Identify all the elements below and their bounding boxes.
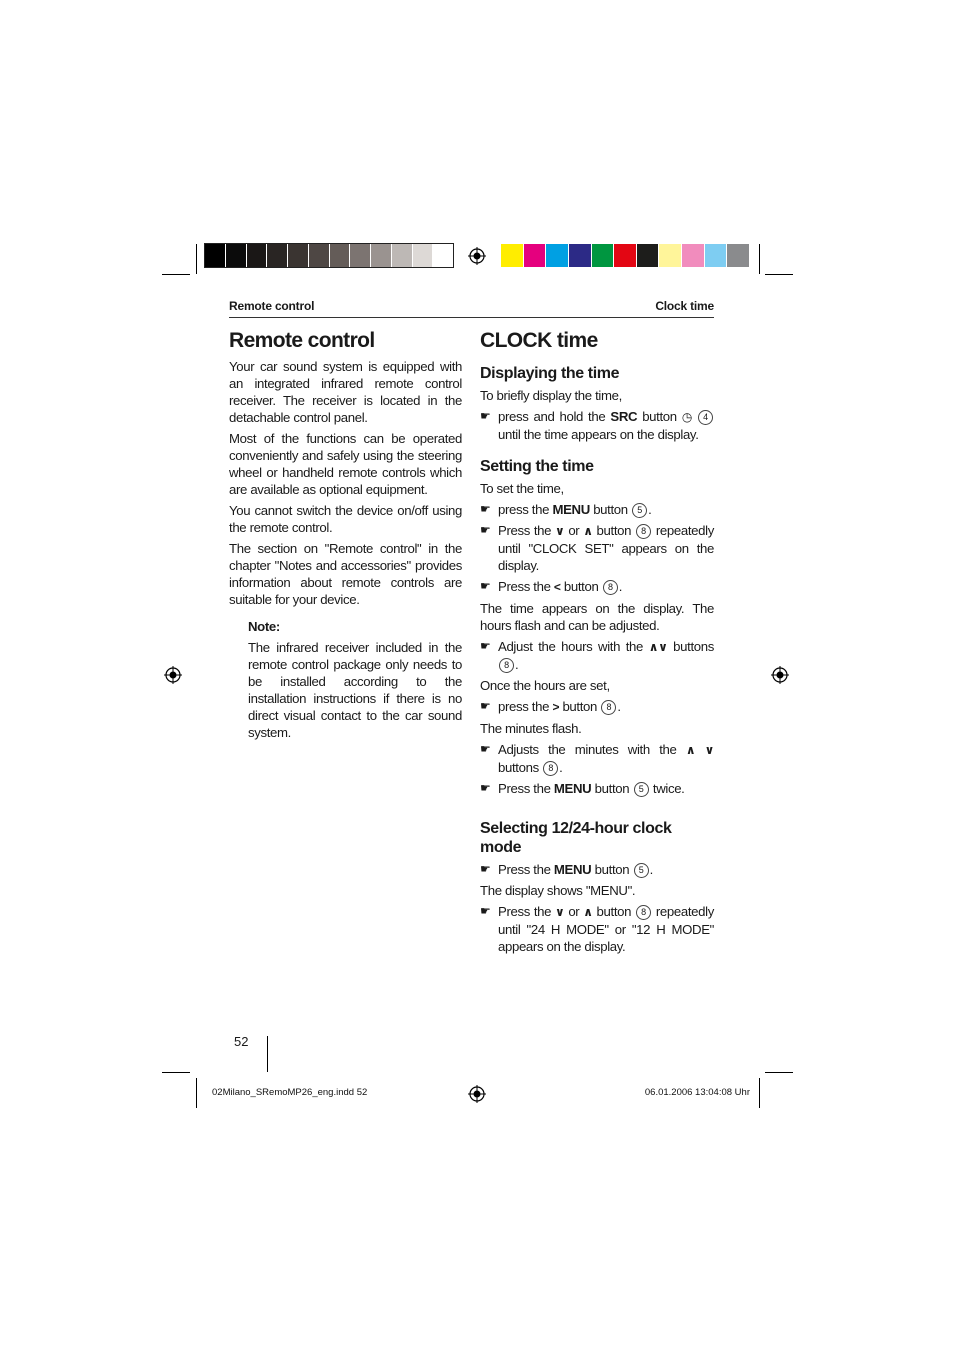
color-swatch bbox=[705, 244, 727, 267]
instruction-step: ☛ Press the ∨ or ∧ button 8 repeatedly until "CLOCK SET" appears on the display. bbox=[480, 523, 714, 573]
chevron-up-icon: ∧ bbox=[648, 640, 659, 654]
instruction-step: ☛ press and hold the SRC button ◷ 4 until the time appears on the display. bbox=[480, 408, 714, 443]
crop-mark bbox=[765, 274, 793, 275]
pointing-hand-icon: ☛ bbox=[480, 579, 491, 593]
registration-mark-icon bbox=[468, 1085, 486, 1103]
pointing-hand-icon: ☛ bbox=[480, 781, 491, 795]
chevron-down-icon: ∨ bbox=[658, 640, 668, 654]
instruction-step: ☛ Press the MENU button 5 . bbox=[480, 862, 653, 877]
chevron-down-icon: ∨ bbox=[555, 524, 565, 538]
section-title-remote-control: Remote control bbox=[229, 329, 375, 352]
color-swatch bbox=[247, 244, 267, 267]
button-number-badge: 5 bbox=[632, 503, 647, 518]
color-swatch bbox=[413, 244, 433, 267]
color-swatch bbox=[569, 244, 591, 267]
paragraph: To briefly display the time, bbox=[480, 388, 622, 403]
color-swatch bbox=[659, 244, 681, 267]
color-swatch bbox=[433, 244, 453, 267]
button-number-badge: 8 bbox=[636, 524, 651, 539]
pointing-hand-icon: ☛ bbox=[480, 409, 491, 423]
crop-mark bbox=[765, 1072, 793, 1073]
slug-file-info: 02Milano_SRemoMP26_eng.indd 52 bbox=[212, 1087, 368, 1098]
paragraph: Once the hours are set, bbox=[480, 678, 610, 693]
pointing-hand-icon: ☛ bbox=[480, 639, 491, 653]
paragraph: The minutes flash. bbox=[480, 721, 582, 736]
paragraph: To set the time, bbox=[480, 481, 564, 496]
color-swatch bbox=[682, 244, 704, 267]
button-number-badge: 8 bbox=[499, 658, 514, 673]
registration-mark-icon bbox=[164, 666, 182, 684]
pointing-hand-icon: ☛ bbox=[480, 523, 491, 537]
button-number-badge: 8 bbox=[601, 700, 616, 715]
crop-mark bbox=[196, 244, 197, 274]
instruction-step: ☛ Adjusts the minutes with the ∧ ∨ buttons 8 . bbox=[480, 742, 714, 775]
header-rule bbox=[229, 317, 714, 318]
chevron-down-icon: ∨ bbox=[555, 905, 565, 919]
right-column bbox=[480, 328, 714, 959]
pointing-hand-icon: ☛ bbox=[480, 904, 491, 918]
instruction-step: ☛ Press the ∨ or ∧ button 8 repeatedly until "24 H MODE" or "12 H MODE" appears on the display. bbox=[480, 904, 714, 954]
button-number-badge: 8 bbox=[543, 761, 558, 776]
color-swatch bbox=[205, 244, 225, 267]
color-swatch bbox=[350, 244, 370, 267]
subheading-setting-time: Setting the time bbox=[480, 458, 594, 475]
chevron-down-icon: ∨ bbox=[704, 743, 714, 757]
grayscale-color-bar bbox=[205, 244, 453, 267]
pointing-hand-icon: ☛ bbox=[480, 862, 491, 876]
paragraph: The display shows "MENU". bbox=[480, 883, 636, 898]
color-swatch bbox=[614, 244, 636, 267]
subheading-clock-mode: Selecting 12/24-hour clock mode bbox=[480, 820, 672, 856]
paragraph: You cannot switch the device on/off using the remote control. bbox=[229, 503, 462, 535]
color-swatch bbox=[226, 244, 246, 267]
color-swatch bbox=[371, 244, 391, 267]
instruction-step: ☛ press the > button 8 . bbox=[480, 699, 621, 714]
crop-mark bbox=[759, 1078, 760, 1108]
button-number-badge: 5 bbox=[634, 782, 649, 797]
chevron-up-icon: ∧ bbox=[583, 905, 593, 919]
button-number-badge: 4 bbox=[698, 410, 713, 425]
pointing-hand-icon: ☛ bbox=[480, 742, 491, 756]
color-swatch bbox=[637, 244, 659, 267]
left-column bbox=[229, 328, 462, 745]
color-swatch bbox=[592, 244, 614, 267]
chevron-left-icon: < bbox=[553, 580, 561, 594]
crop-mark bbox=[759, 244, 760, 274]
subheading-displaying-time: Displaying the time bbox=[480, 365, 620, 382]
crop-mark bbox=[162, 1072, 190, 1073]
section-title-clock-time: CLOCK time bbox=[480, 329, 598, 352]
running-header-right: Clock time bbox=[655, 299, 714, 313]
slug-timestamp: 06.01.2006 13:04:08 Uhr bbox=[644, 1087, 750, 1098]
color-swatch bbox=[727, 244, 749, 267]
registration-mark-icon bbox=[468, 247, 486, 265]
color-swatch bbox=[524, 244, 546, 267]
instruction-step: ☛ press the MENU button 5 . bbox=[480, 502, 652, 517]
color-swatch bbox=[288, 244, 308, 267]
color-swatch bbox=[330, 244, 350, 267]
note-box bbox=[229, 618, 462, 741]
registration-mark-icon bbox=[771, 666, 789, 684]
button-number-badge: 5 bbox=[634, 863, 649, 878]
pointing-hand-icon: ☛ bbox=[480, 699, 491, 713]
button-number-badge: 8 bbox=[636, 905, 651, 920]
color-swatch bbox=[392, 244, 412, 267]
chevron-up-icon: ∧ bbox=[583, 524, 593, 538]
paragraph: Your car sound system is equipped with an integrated infrared remote control receiver. The receiver is located in the detachable control panel. bbox=[229, 359, 462, 425]
instruction-step: ☛ Adjust the hours with the ∧∨ buttons 8 . bbox=[480, 639, 714, 672]
crop-mark bbox=[196, 1078, 197, 1108]
page-number: 52 bbox=[234, 1034, 249, 1049]
paragraph: The section on "Remote control" in the chapter "Notes and accessories" provides information about remote controls are suitable for your device. bbox=[229, 541, 462, 607]
note-label: Note: bbox=[248, 619, 280, 634]
running-header-left: Remote control bbox=[229, 299, 315, 313]
color-swatch bbox=[546, 244, 568, 267]
color-swatch bbox=[309, 244, 329, 267]
folio-rule bbox=[267, 1036, 268, 1072]
paragraph: The time appears on the display. The hours flash and can be adjusted. bbox=[480, 601, 714, 633]
clock-icon: ◷ bbox=[681, 410, 692, 424]
pointing-hand-icon: ☛ bbox=[480, 502, 491, 516]
note-text: The infrared receiver included in the remote control package only needs to be installed according to the installation instructions if there is no direct visual contact to the car sound system. bbox=[248, 640, 462, 740]
button-number-badge: 8 bbox=[603, 580, 618, 595]
instruction-step: ☛ Press the < button 8 . bbox=[480, 579, 623, 594]
instruction-step: ☛ Press the MENU button 5 twice. bbox=[480, 781, 685, 796]
crop-mark bbox=[162, 274, 190, 275]
process-color-bar bbox=[501, 244, 749, 267]
chevron-right-icon: > bbox=[552, 700, 560, 714]
color-swatch bbox=[267, 244, 287, 267]
chevron-up-icon: ∧ bbox=[685, 743, 696, 757]
paragraph: Most of the functions can be operated conveniently and safely using the steering wheel or handheld remote controls which are available as optional equipment. bbox=[229, 431, 462, 497]
color-swatch bbox=[501, 244, 523, 267]
